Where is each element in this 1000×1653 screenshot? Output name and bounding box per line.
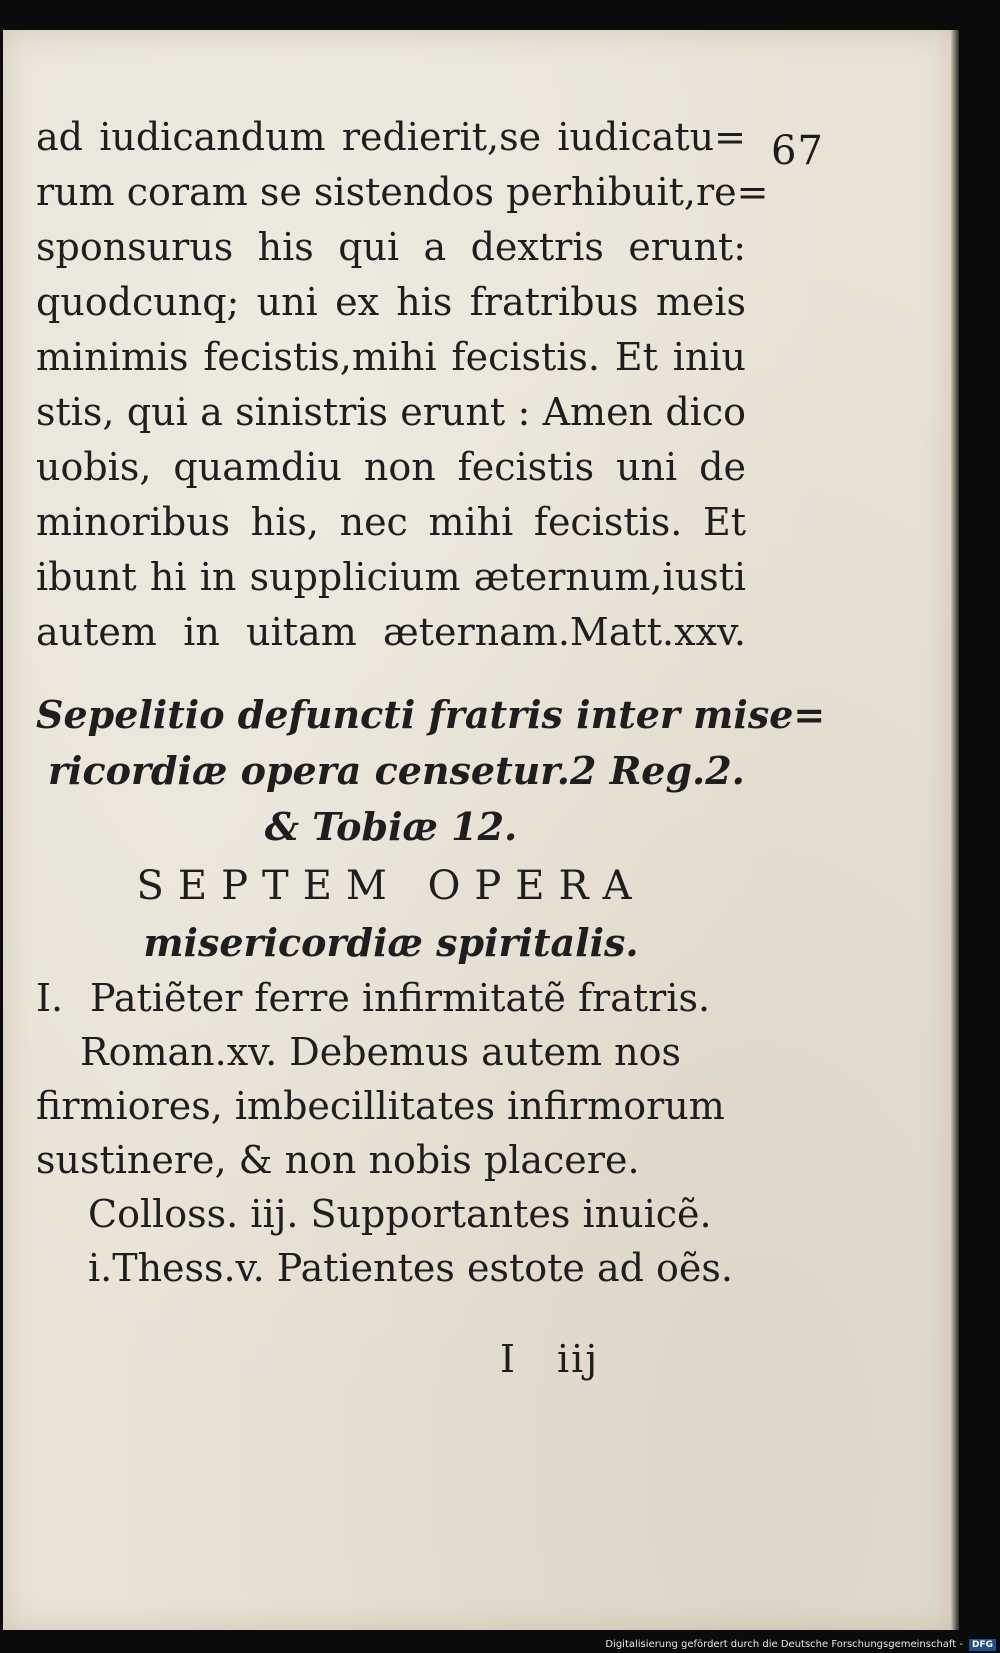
- body-line: minoribus his, nec mihi fecistis. Et: [36, 500, 746, 544]
- signature-letter: I: [500, 1337, 518, 1381]
- page-number: 67: [771, 128, 824, 174]
- body-line: quodcunq; uni ex his fratribus meis: [36, 280, 746, 324]
- body-line: autem in uitam æternam.Matt.xxv.: [36, 610, 746, 654]
- list-item-line: i.Thess.v. Patientes estote ad oẽs.: [88, 1246, 733, 1290]
- dfg-logo: DFG: [969, 1639, 996, 1651]
- body-line: minimis fecistis,mihi fecistis. Et iniu: [36, 335, 746, 379]
- body-line: sponsurus his qui a dextris erunt:: [36, 225, 746, 269]
- list-item-line: Colloss. iij. Supportantes inuicẽ.: [88, 1192, 712, 1236]
- works-list: [36, 971, 746, 1295]
- page-edge: [951, 30, 959, 1630]
- italic-heading-line: ricordiæ opera censetur.2 Reg.2.: [48, 748, 745, 793]
- body-line: uobis, quamdiu non fecistis uni de: [36, 445, 746, 489]
- signature-number: iij: [557, 1337, 600, 1381]
- italic-heading-line: & Tobiæ 12.: [264, 804, 518, 849]
- list-item-line: firmiores, imbecillitates infirmorum: [36, 1084, 725, 1128]
- italic-heading-line: Sepelitio defuncti fratris inter mise=: [36, 692, 826, 737]
- body-line: stis, qui a sinistris erunt : Amen dico: [36, 390, 746, 434]
- body-line: ad iudicandum redierit,se iudicatu=: [36, 115, 746, 159]
- body-line: ibunt hi in supplicium æternum,iusti: [36, 555, 746, 599]
- italic-heading: [36, 687, 826, 855]
- section-title: SEPTEM OPERA: [136, 863, 646, 909]
- list-item-number: I.: [36, 976, 64, 1020]
- body-paragraph: [36, 110, 769, 660]
- footer-credit: Digitalisierung gefördert durch die Deutsche Forschungsgemeinschaft -: [605, 1639, 963, 1650]
- signature-mark: [500, 1337, 599, 1381]
- list-item-line: Roman.xv. Debemus autem nos: [80, 1030, 681, 1074]
- section-subtitle: misericordiæ spiritalis.: [143, 920, 639, 965]
- body-line: rum coram se sistendos perhibuit,re=: [36, 170, 769, 214]
- list-item-text: Patiẽter ferre infirmitatẽ fratris.: [90, 976, 711, 1020]
- list-item: [36, 971, 746, 1025]
- list-item-line: sustinere, & non nobis placere.: [36, 1138, 640, 1182]
- footer-bar: [560, 1636, 1000, 1653]
